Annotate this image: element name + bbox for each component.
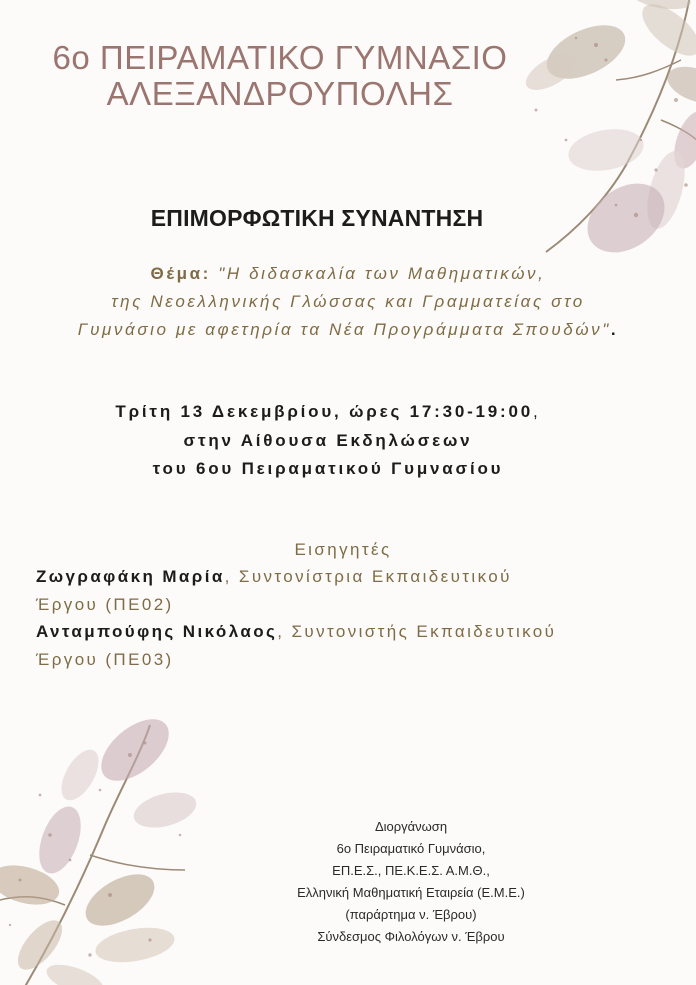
organizer-line: Σύνδεσμος Φιλολόγων ν. Έβρου (317, 929, 505, 944)
school-title-line-2: ΑΛΕΞΑΝΔΡΟΥΠΟΛΗΣ (106, 75, 454, 112)
organizer-line: Ελληνική Μαθηματική Εταιρεία (Ε.Μ.Ε.) (297, 885, 525, 900)
schedule-date-time (0, 402, 656, 422)
topic-line-2: της Νεοελληνικής Γλώσσας και Γραμματείας στο (111, 292, 585, 311)
schedule-line-1: Τρίτη 13 Δεκεμβρίου, ώρες 17:30-19:00 (115, 402, 534, 421)
speaker-2-line-1 (36, 622, 556, 642)
schedule-venue: στην Αίθουσα Εκδηλώσεων (183, 431, 473, 450)
speaker-1-line-1 (36, 567, 512, 587)
speaker-2-line-2 (36, 650, 174, 670)
topic-text-1: "Η διδασκαλία των Μαθηματικών, (210, 264, 546, 283)
speaker-2-name: Ανταμπούφης Νικόλαος (36, 622, 278, 641)
organizers-heading: Διοργάνωση (374, 819, 448, 834)
event-heading: ΕΠΙΜΟΡΦΩΤΙΚΗ ΣΥΝΑΝΤΗΣΗ (150, 205, 484, 231)
speaker-1-name: Ζωγραφάκη Μαρία (36, 567, 225, 586)
watercolor-leaves-bottom-left (0, 695, 210, 985)
organizer-line: 6ο Πειραματικό Γυμνάσιο, (336, 841, 486, 856)
speaker-1-line-2 (36, 595, 174, 615)
school-title-line-1: 6ο ΠΕΙΡΑΜΑΤΙΚΟ ΓΥΜΝΑΣΙΟ (52, 39, 508, 76)
topic-line-1 (0, 264, 696, 284)
organizer-line: (παράρτημα ν. Έβρου) (345, 907, 477, 922)
speaker-2-role-cont: Έργου (ΠΕ03) (36, 650, 174, 669)
speakers-label: Εισηγητές (294, 540, 392, 559)
speaker-2-role: , Συντονιστής Εκπαιδευτικού (277, 622, 557, 641)
topic-line-3 (0, 320, 696, 340)
schedule-comma: , (533, 402, 541, 421)
speaker-1-role-cont: Έργου (ΠΕ02) (36, 595, 174, 614)
topic-end-mark: . (610, 320, 619, 339)
topic-label: Θέμα: (150, 264, 211, 283)
speaker-1-role: , Συντονίστρια Εκπαιδευτικού (224, 567, 512, 586)
schedule-school: του 6ου Πειραματικού Γυμνασίου (152, 459, 504, 478)
organizer-line: ΕΠ.Ε.Σ., ΠΕ.Κ.Ε.Σ. Α.Μ.Θ., (332, 863, 490, 878)
topic-text-3: Γυμνάσιο με αφετηρία τα Νέα Προγράμματα Σπουδών" (77, 320, 611, 339)
